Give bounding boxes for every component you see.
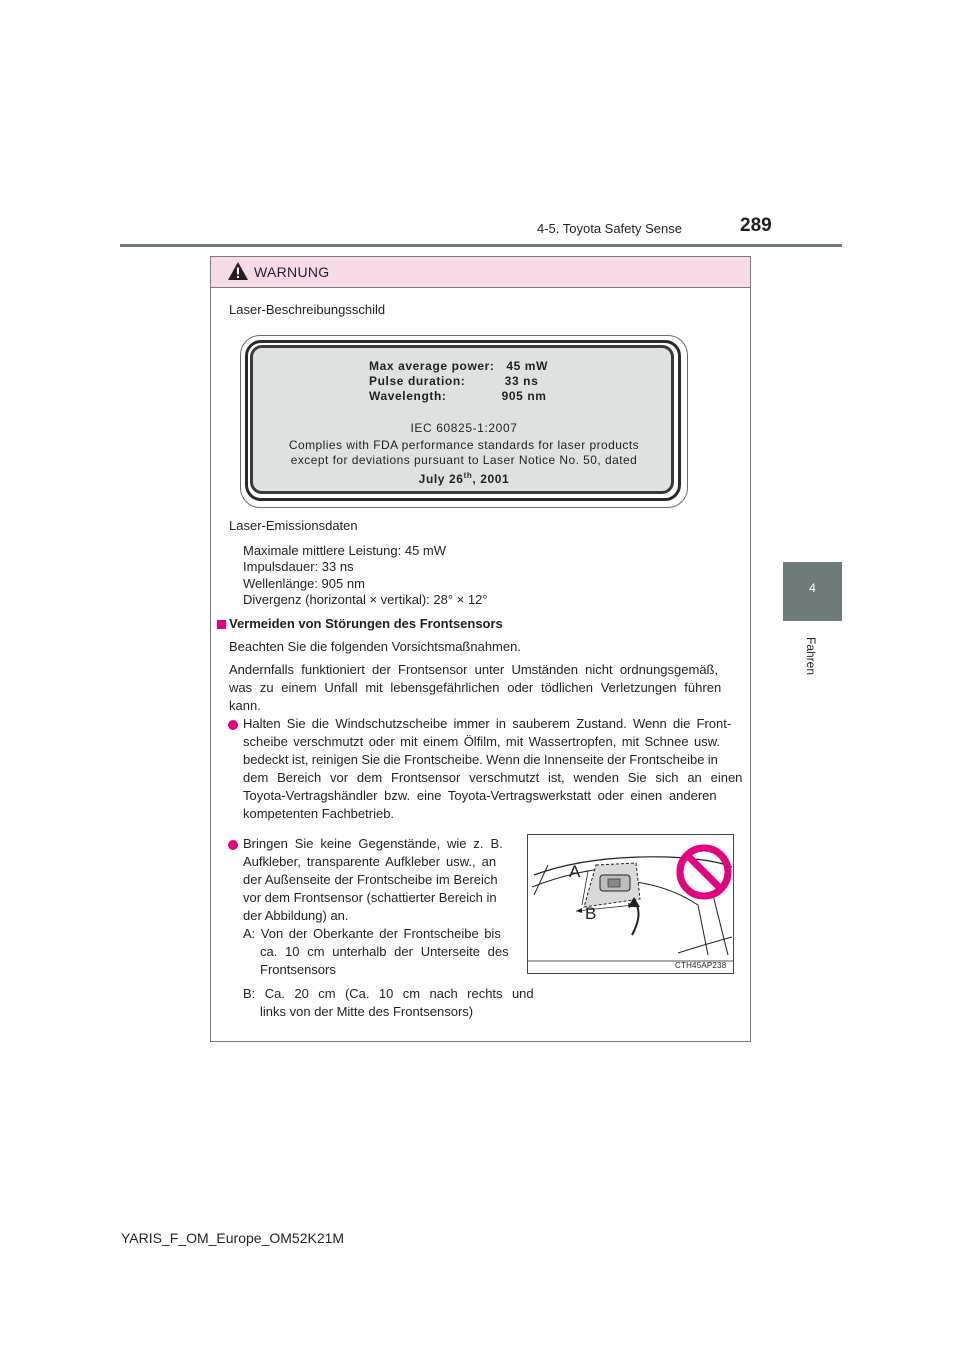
illustration-label-a: A [569, 862, 581, 881]
bullet-line: Toyota-Vertragshändler bzw. eine Toyota-Vertragswerkstatt oder einen anderen [243, 788, 717, 803]
label-heading: Laser-Beschreibungsschild [229, 302, 386, 317]
emission-line: Impulsdauer: 33 ns [243, 559, 354, 574]
plate-max-power: Max average power: 45 mW [369, 359, 548, 373]
emission-line: Maximale mittlere Leistung: 45 mW [243, 543, 447, 558]
bullet-line: bedeckt ist, reinigen Sie die Frontscheibe. Wenn die Innenseite der Frontscheibe in [243, 752, 718, 767]
square-bullet-icon [217, 620, 226, 629]
bullet-line: kompetenten Fachbetrieb. [243, 806, 395, 821]
circle-bullet-icon [228, 720, 238, 730]
emission-line: Divergenz (horizontal × vertikal): 28° × 12° [243, 592, 488, 607]
warning-triangle-icon [227, 261, 249, 281]
plate-pulse-duration: Pulse duration: 33 ns [369, 374, 539, 388]
plate-standard: IEC 60825-1:2007 [410, 421, 518, 435]
plate-date: July 26th, 2001 [418, 471, 510, 486]
emission-line: Wellenlänge: 905 nm [243, 576, 365, 591]
page-number: 289 [740, 215, 772, 236]
section-paragraph-line: Andernfalls funktioniert der Frontsensor unter Umständen nicht ordnungsgemäß, [229, 662, 719, 677]
bullet-line: der Abbildung) an. [243, 908, 349, 923]
note-b-line: links von der Mitte des Frontsensors) [260, 1004, 474, 1019]
section-heading: Vermeiden von Störungen des Frontsensors [229, 616, 503, 631]
note-a-line: ca. 10 cm unterhalb der Unterseite des [260, 944, 509, 959]
illustration-code: CTH45AP238 [675, 961, 727, 970]
chapter-tab [783, 562, 842, 621]
note-b-line: B: Ca. 20 cm (Ca. 10 cm nach rechts und [243, 986, 534, 1001]
emission-heading: Laser-Emissionsdaten [229, 518, 358, 533]
bullet-line: scheibe verschmutzt oder mit einem Ölfilm, mit Wassertropfen, mit Schnee usw. [243, 734, 721, 749]
section-paragraph-line: kann. [229, 698, 261, 713]
bullet-line: vor dem Frontsensor (schattierter Bereich in [243, 890, 497, 905]
bullet-line: Bringen Sie keine Gegenstände, wie z. B. [243, 836, 503, 851]
bullet-line: der Außenseite der Frontscheibe im Bereich [243, 872, 498, 887]
section-paragraph-line: was zu einem Unfall mit lebensgefährlichen oder tödlichen Verletzungen führen [229, 680, 722, 695]
windshield-sensor-drawing [528, 835, 733, 973]
plate-complies-line1: Complies with FDA performance standards for laser products [288, 438, 640, 452]
bullet-line: Aufkleber, transparente Aufkleber usw., an [243, 854, 497, 869]
warning-title: WARNUNG [254, 264, 330, 280]
note-a-line: Frontsensors [260, 962, 336, 977]
bullet-line: dem Bereich vor dem Frontsensor verschmutzt ist, wenden Sie sich an einen [243, 770, 743, 785]
plate-wavelength: Wavelength: 905 nm [369, 389, 547, 403]
plate-complies-line2: except for deviations pursuant to Laser Notice No. 50, dated [290, 453, 638, 467]
note-a-line: A: Von der Oberkante der Frontscheibe bis [243, 926, 501, 941]
header-rule [120, 244, 842, 247]
bullet-line: Halten Sie die Windschutzscheibe immer in sauberem Zustand. Wenn die Front- [243, 716, 732, 731]
illustration-label-b: B [585, 904, 597, 923]
document-code: YARIS_F_OM_Europe_OM52K21M [121, 1230, 345, 1246]
chapter-label: Fahren [804, 636, 818, 676]
windshield-illustration [527, 834, 734, 974]
chapter-number: 4 [809, 581, 816, 595]
section-intro: Beachten Sie die folgenden Vorsichtsmaßnahmen. [229, 639, 521, 654]
warning-header [211, 257, 750, 288]
laser-label-plate [240, 335, 688, 508]
section-title: 4-5. Toyota Safety Sense [536, 221, 682, 236]
circle-bullet-icon [228, 840, 238, 850]
